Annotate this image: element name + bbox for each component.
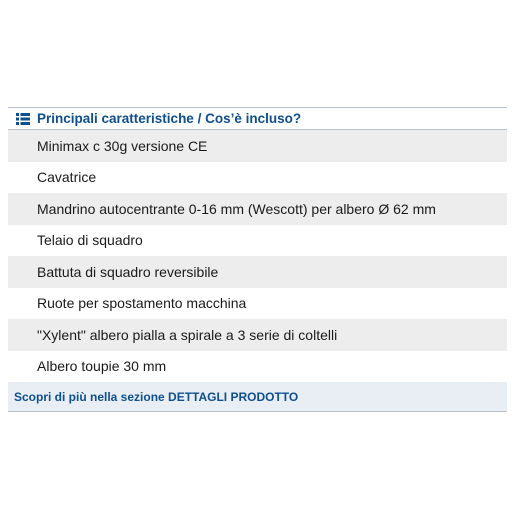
features-panel bbox=[8, 107, 507, 412]
list-item: Albero toupie 30 mm bbox=[37, 358, 167, 375]
list-item: Battuta di squadro reversibile bbox=[8, 256, 507, 288]
list-item: Ruote per spostamento macchina bbox=[37, 295, 247, 312]
list-item: Telaio di squadro bbox=[37, 232, 143, 249]
product-details-link[interactable]: Scopri di più nella sezione DETTAGLI PRODOTTO bbox=[14, 389, 299, 404]
product-details-footer bbox=[8, 382, 507, 412]
list-item: Cavatrice bbox=[37, 169, 97, 186]
list-item: Minimax c 30g versione CE bbox=[8, 130, 507, 162]
features-title: Principali caratteristiche / Cos’è incluso? bbox=[37, 111, 302, 126]
list-item: "Xylent" albero pialla a spirale a 3 serie di coltelli bbox=[8, 319, 507, 351]
features-list bbox=[8, 130, 507, 382]
list-icon bbox=[16, 112, 30, 126]
list-item: Mandrino autocentrante 0-16 mm (Wescott) per albero Ø 62 mm bbox=[8, 193, 507, 225]
features-header bbox=[8, 107, 507, 130]
